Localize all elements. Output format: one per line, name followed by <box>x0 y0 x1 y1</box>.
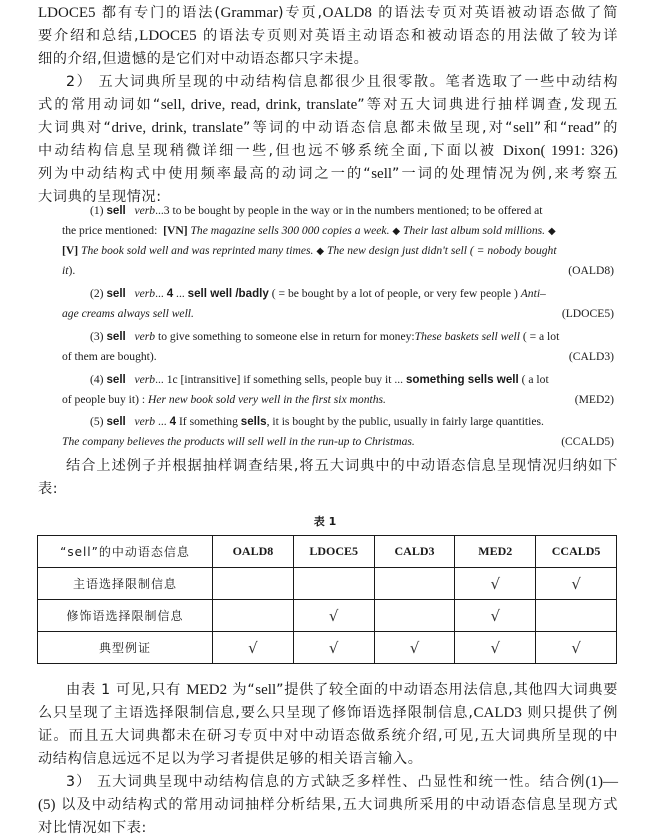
text-segment: 细的介绍,但遗憾的是它们对中动语态都只字未提。 <box>38 51 369 67</box>
column-header-ccald5: CCALD5 <box>536 536 617 568</box>
example-sentence: Her new book sold very well in the first six months. <box>147 393 386 406</box>
paragraph-2-line-4 <box>38 140 618 162</box>
paragraph-3-line-1 <box>66 455 618 477</box>
example-number: (1) <box>90 204 104 217</box>
diamond-icon: ◆ <box>547 226 556 237</box>
table-cell: √ <box>536 632 617 664</box>
definition-text: ... <box>173 287 188 300</box>
text-segment: ”提供了较全面的中动语态用法信息,其他四大词典要 <box>276 682 618 698</box>
part-of-speech: verb <box>134 287 156 300</box>
table-header-label: “sell”的中动语态信息 <box>38 536 213 568</box>
definition-text: of people buy it) : <box>62 393 148 406</box>
definition-text: ... <box>155 287 167 300</box>
table-row <box>38 568 617 600</box>
text-segment: (1)— <box>585 774 618 790</box>
definition-text: of them are bought). <box>62 350 157 363</box>
example-number: (3) <box>90 330 104 343</box>
text-segment: 结合上述例子并根据抽样调查结果,将五大词典中的中动语态信息呈现情况归纳如下 <box>66 458 618 474</box>
text-segment: LDOCE5 <box>139 28 197 44</box>
text-segment: ”等对五大词典进行抽样调查,发现五 <box>357 97 619 113</box>
text-segment: 为“ <box>227 682 256 698</box>
table-caption: 表 1 <box>313 515 337 528</box>
diamond-icon: ◆ <box>316 246 325 257</box>
example-number: (2) <box>90 287 104 300</box>
paragraph-1-line-3 <box>38 48 618 70</box>
text-segment: sell, drive, read, drink, translate <box>160 97 358 113</box>
definition-text: ( a lot <box>518 373 549 386</box>
text-segment: sell <box>255 682 277 698</box>
text-segment: (5) <box>38 797 56 813</box>
paragraph-1-line-1 <box>38 2 618 24</box>
text-segment: 以及中动结构式的常用动词抽样分析结果,五大词典所采用的中动语态信息呈现方式 <box>55 797 618 813</box>
text-segment: 对比情况如下表: <box>38 820 147 836</box>
row-label: 典型例证 <box>38 632 213 664</box>
example-sentence: The company believes the products will sell well in the run-up to Christmas. <box>62 435 415 448</box>
paragraph-3-line-2 <box>38 478 618 500</box>
column-header-cald3: CALD3 <box>374 536 455 568</box>
example-3-line-1 <box>90 327 614 347</box>
example-sentence: Anti– <box>520 287 546 300</box>
text-segment: 由表 1 可见,只有 <box>66 682 187 698</box>
text-segment: ”和“ <box>533 120 568 136</box>
paragraph-5-line-2 <box>38 794 618 816</box>
definition-text: , it is bought by the public, usually in fairly large quantities. <box>266 415 544 428</box>
text-segment: 表: <box>38 481 59 497</box>
source-label: (CALD3) <box>568 350 614 363</box>
text-segment: 的语法专页对英语被动语态做了简 <box>371 5 618 21</box>
sense-number: 4 <box>166 287 174 300</box>
paragraph-2-line-1 <box>66 71 618 93</box>
table-cell: √ <box>455 600 536 632</box>
definition-text: ... <box>155 415 170 428</box>
row-label: 修饰语选择限制信息 <box>38 600 213 632</box>
example-1-line-3 <box>62 241 614 261</box>
headword: sell <box>106 373 126 386</box>
definition-text: If something <box>176 415 241 428</box>
example-sentence: age creams always sell well. <box>62 307 194 320</box>
grammar-code: [V] <box>62 244 79 257</box>
table-row <box>38 600 617 632</box>
definition-text: ). <box>68 264 76 277</box>
table-cell <box>374 600 455 632</box>
phrase: sells <box>240 415 267 428</box>
example-number: (4) <box>90 373 104 386</box>
table-cell: √ <box>213 632 294 664</box>
headword: sell <box>106 415 126 428</box>
example-1-line-1 <box>90 201 614 221</box>
phrase: something sells well <box>405 373 519 386</box>
table-cell <box>213 600 294 632</box>
part-of-speech: verb <box>134 204 156 217</box>
text-segment: 的语法专页则对英语主动语态和被动语态的用法做了较为详 <box>196 28 618 44</box>
text-segment: read <box>567 120 594 136</box>
source-label: (MED2) <box>574 393 614 406</box>
paragraph-4-line-4 <box>38 748 618 770</box>
grammar-code: [VN] <box>163 224 188 237</box>
text-segment: Grammar <box>220 5 278 21</box>
column-header-oald8: OALD8 <box>213 536 294 568</box>
table-cell <box>213 568 294 600</box>
definition-text: ( = nobody bought <box>469 244 557 257</box>
headword: sell <box>106 330 126 343</box>
text-segment: 动结构信息远远不足以为学习者提供足够的相关语言输入。 <box>38 751 423 767</box>
text-segment: sell <box>513 120 534 136</box>
column-header-ldoce5: LDOCE5 <box>293 536 374 568</box>
source-label: (OALD8) <box>568 264 614 277</box>
sense-number: 4 <box>169 415 177 428</box>
example-sentence: Their last album sold millions. <box>402 224 546 237</box>
example-sentence: These baskets sell well <box>414 330 520 343</box>
paragraph-2-line-2 <box>38 94 618 116</box>
text-segment: 列为中动结构式中使用频率最高的动词之一的“ <box>38 166 372 182</box>
table-cell: √ <box>374 632 455 664</box>
example-2-line-1 <box>90 284 614 304</box>
part-of-speech: verb <box>134 373 156 386</box>
part-of-speech: verb <box>134 415 156 428</box>
text-segment: OALD8 <box>322 5 372 21</box>
table-cell: √ <box>455 568 536 600</box>
table-row <box>38 632 617 664</box>
text-segment: ”的 <box>593 120 618 136</box>
table-cell <box>536 600 617 632</box>
row-label: 主语选择限制信息 <box>38 568 213 600</box>
example-1-line-4 <box>62 261 614 281</box>
text-segment: 证。而且五大词典都未在研习专页中对中动语态做系统介绍,可见,五大词典所呈现的中 <box>38 728 618 744</box>
headword: sell <box>106 287 126 300</box>
example-number: (5) <box>90 415 104 428</box>
example-2-line-2 <box>62 304 614 324</box>
definition-text: the price mentioned: <box>62 224 158 237</box>
table-header-row <box>38 536 617 568</box>
table-cell: √ <box>293 632 374 664</box>
definition-text: ...3 to be bought by people in the way or in the numbers mentioned; to be offered at <box>155 204 543 217</box>
table-cell: √ <box>455 632 536 664</box>
example-sentence: it <box>62 264 69 277</box>
text-segment: Dixon( 1991: 326) <box>502 143 619 159</box>
paragraph-4-line-3 <box>38 725 618 747</box>
example-5-line-2 <box>62 432 614 452</box>
paragraph-2-line-3 <box>38 117 618 139</box>
paragraph-4-line-2 <box>38 702 618 724</box>
text-segment: 2） 五大词典所呈现的中动结构信息都很少且很零散。笔者选取了一些中动结构 <box>66 74 618 90</box>
text-segment: LDOCE5 <box>38 5 96 21</box>
example-sentence: The magazine sells 300 000 copies a week. <box>190 224 390 237</box>
text-segment: drive, drink, translate <box>111 120 244 136</box>
paragraph-5-line-3 <box>38 817 618 839</box>
text-segment: 大词典的呈现情况: <box>38 189 162 205</box>
table-cell: √ <box>536 568 617 600</box>
table-cell: √ <box>293 600 374 632</box>
text-segment: 么只呈现了主语选择限制信息,要么只呈现了修饰语选择限制信息, <box>38 705 474 721</box>
example-5-line-1 <box>90 412 614 432</box>
text-segment: CALD3 <box>473 705 522 721</box>
example-sentence: The book sold well and was reprinted many times. <box>81 244 314 257</box>
part-of-speech: verb <box>134 330 156 343</box>
phrase: sell well /badly <box>187 287 269 300</box>
text-segment: 式的常用动词如“ <box>38 97 161 113</box>
text-segment: 大词典对“ <box>38 120 112 136</box>
text-segment: )专页, <box>278 5 323 21</box>
diamond-icon: ◆ <box>392 226 401 237</box>
example-1-line-2 <box>62 221 614 241</box>
text-segment: 都有专门的语法( <box>95 5 221 21</box>
text-segment: sell <box>371 166 393 182</box>
text-segment: MED2 <box>186 682 228 698</box>
column-header-med2: MED2 <box>455 536 536 568</box>
table-1 <box>37 535 617 664</box>
example-4-line-2 <box>62 390 614 410</box>
paragraph-2-line-5 <box>38 163 618 185</box>
headword: sell <box>106 204 126 217</box>
text-segment: 中动结构信息呈现稍微详细一些,但也远不够系统全面,下面以被 <box>38 143 503 159</box>
text-segment: ”等词的中动语态信息都未做呈现,对“ <box>243 120 514 136</box>
table-cell <box>293 568 374 600</box>
example-4-line-1 <box>90 370 614 390</box>
definition-text: if something sells, people buy it ... <box>240 373 406 386</box>
paragraph-1-line-2 <box>38 25 618 47</box>
definition-text: ( = a lot <box>519 330 560 343</box>
text-segment: 3） 五大词典呈现中动结构信息的方式缺乏多样性、凸显性和统一性。结合例 <box>66 774 586 790</box>
paragraph-4-line-1 <box>66 679 618 701</box>
source-label: (CCALD5) <box>561 435 614 448</box>
table-cell <box>374 568 455 600</box>
example-3-line-2 <box>62 347 614 367</box>
definition-text: ... 1c <box>155 373 181 386</box>
text-segment: 要介绍和总结, <box>38 28 140 44</box>
text-segment: 则只提供了例 <box>521 705 618 721</box>
source-label: (LDOCE5) <box>561 307 614 320</box>
grammar-code: [intransitive] <box>180 373 241 386</box>
text-segment: ”一词的处理情况为例,来考察五 <box>392 166 618 182</box>
definition-text: to give something to someone else in return for money: <box>155 330 415 343</box>
example-sentence: The new design just didn't sell <box>326 244 467 257</box>
definition-text: ( = be bought by a lot of people, or very few people ) <box>268 287 521 300</box>
paragraph-5-line-1 <box>66 771 618 793</box>
